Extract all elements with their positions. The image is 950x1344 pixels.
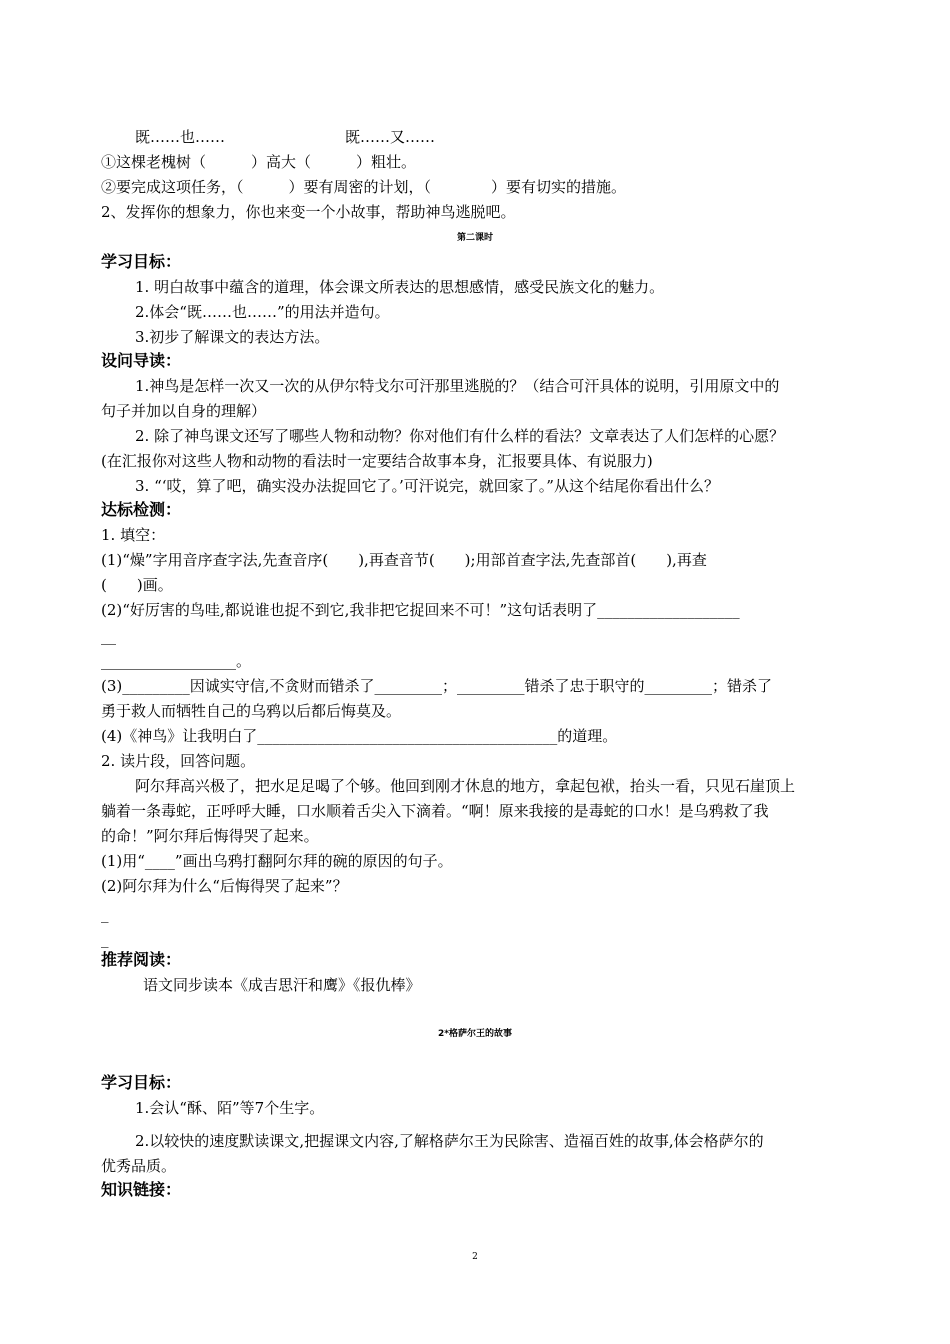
- goal-item: 3.初步了解课文的表达方法。: [135, 328, 330, 346]
- question-item: 3. “‘哎，算了吧，确实没办法捉回它了。’可汗说完，就回家了。”从这个结尾你看出什么？: [135, 477, 719, 495]
- goal-item: 2.体会“既……也……”的用法并造句。: [135, 303, 390, 321]
- question-item: 句子并加以自身的理解）: [101, 402, 267, 420]
- exercise-line: (2)“好厉害的鸟哇,都说谁也捉不到它,我非把它捉回来不可！”这句话表明了___________________: [101, 601, 740, 619]
- exercise-line: ①这棵老槐树（ ）高大（ ）粗壮。: [101, 153, 417, 171]
- heading-learning-goals: 学习目标：: [101, 1073, 182, 1092]
- passage-line: 阿尔拜高兴极了，把水足足喝了个够。他回到刚才休息的地方，拿起包袱，抬头一看，只见石崖顶上: [135, 777, 796, 795]
- lesson-title: 2*格萨尔王的故事: [438, 1029, 512, 1039]
- exercise-line: 2、发挥你的想象力，你也来变一个小故事，帮助神鸟逃脱吧。: [101, 203, 516, 221]
- heading-learning-goals: 学习目标：: [101, 252, 182, 271]
- option-pair-2: 既……又……: [345, 128, 436, 146]
- exercise-line: 勇于救人而牺牲自己的乌鸦以后都后悔莫及。: [101, 702, 402, 720]
- exercise-line: 1. 填空：: [101, 526, 166, 544]
- heading-guided-questions: 设问导读：: [101, 351, 182, 370]
- exercise-line: ( )画。: [101, 576, 173, 594]
- question-item: (在汇报你对这些人物和动物的看法时一定要结合故事本身，汇报要具体、有说服力): [101, 452, 653, 470]
- blank-line: __________________。: [101, 652, 252, 670]
- goal-item: 1. 明白故事中蕴含的道理，体会课文所表达的思想感情，感受民族文化的魅力。: [135, 278, 665, 296]
- passage-line: 的命！”阿尔拜后悔得哭了起来。: [101, 827, 319, 845]
- option-pair-1: 既……也……: [135, 128, 226, 146]
- question-item: 2. 除了神鸟课文还写了哪些人物和动物？你对他们有什么样的看法？文章表达了人们怎样的心愿？: [135, 427, 785, 445]
- exercise-line: (3)_________因诚实守信,不贪财而错杀了_________；_________错杀了忠于职守的_________；错杀了: [101, 677, 773, 695]
- answer-blank: _: [101, 905, 109, 923]
- exercise-line: ②要完成这项任务，（ ）要有周密的计划，（ ）要有切实的措施。: [101, 178, 627, 196]
- exercise-line: (1)用“____”画出乌鸦打翻阿尔拜的碗的原因的句子。: [101, 852, 453, 870]
- heading-recommended-reading: 推荐阅读：: [101, 950, 182, 969]
- answer-blank: _: [101, 930, 109, 948]
- goal-item: 优秀品质。: [101, 1157, 177, 1175]
- question-item: 1.神鸟是怎样一次又一次的从伊尔特戈尔可汗那里逃脱的？（结合可汗具体的说明，引用原文中的: [135, 377, 780, 395]
- exercise-line: 2. 读片段，回答问题。: [101, 752, 256, 770]
- reading-list: 语文同步读本《成吉思汗和鹰》《报仇棒》: [143, 976, 421, 994]
- section-title-lesson-2: 第二课时: [456, 233, 493, 243]
- heading-assessment: 达标检测：: [101, 500, 182, 519]
- goal-item: 2.以较快的速度默读课文,把握课文内容,了解格萨尔王为民除害、造福百姓的故事,体会格萨尔的: [135, 1132, 764, 1150]
- goal-item: 1.会认“酥、陌”等7个生字。: [135, 1099, 325, 1117]
- heading-knowledge-links: 知识链接：: [101, 1180, 182, 1199]
- exercise-line: (2)阿尔拜为什么“后悔得哭了起来”？: [101, 877, 348, 895]
- page-number: 2: [472, 1252, 478, 1262]
- blank-line: __: [101, 627, 116, 645]
- exercise-line: (4)《神鸟》让我明白了________________________________________的道理。: [101, 727, 618, 745]
- passage-line: 躺着一条毒蛇，正呼呼大睡，口水顺着舌尖入下滴着。“啊！原来我接的是毒蛇的口水！是乌鸦救了我: [101, 802, 769, 820]
- exercise-line: (1)“燥”字用音序查字法,先查音序( ),再查音节( );用部首查字法,先查部首( ),再查: [101, 551, 707, 569]
